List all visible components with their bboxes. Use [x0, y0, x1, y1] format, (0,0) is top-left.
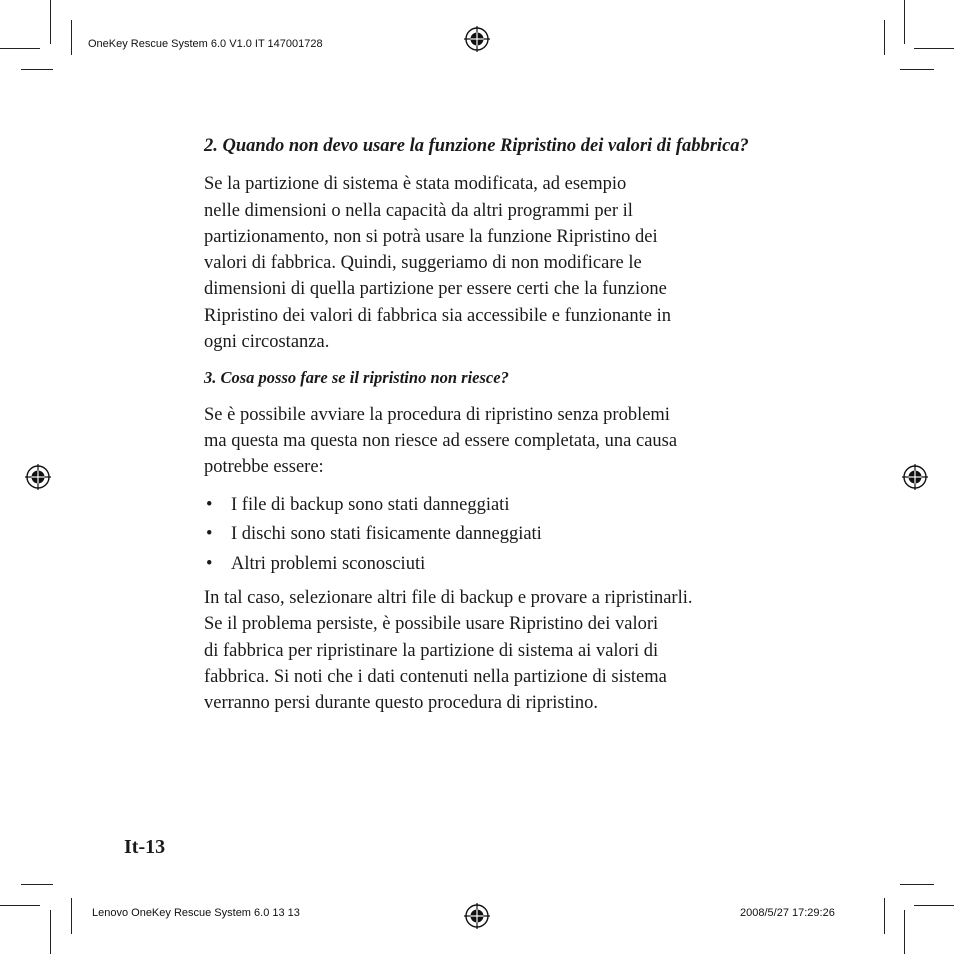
slug-top: OneKey Rescue System 6.0 V1.0 IT 147001728	[88, 38, 323, 50]
page-content	[204, 133, 804, 727]
crop-mark	[0, 905, 40, 906]
crop-mark	[71, 20, 72, 55]
list-item-text: Altri problemi sconosciuti	[231, 553, 426, 574]
crop-mark	[904, 910, 905, 954]
crop-mark	[904, 0, 905, 44]
section-2-body: Se la partizione di sistema è stata modificata, ad esempio nelle dimensioni o nella capacità da altri programmi per il partizionamento, non si potrà usare la funzione Ripristino dei valori di fabbrica. Quindi, suggeriamo di non modificare le dimensioni di quella partizione per essere certi che la funzione Ripristino dei valori di fabbrica sia accessibile e funzionante in ogni circostanza.	[204, 174, 671, 353]
cause-list	[204, 491, 804, 580]
registration-mark-icon	[25, 464, 51, 490]
slug-bottom-right: 2008/5/27 17:29:26	[740, 907, 835, 919]
crop-mark	[884, 898, 885, 934]
crop-mark	[71, 898, 72, 934]
bullet-icon: •	[206, 494, 213, 515]
crop-mark	[21, 69, 53, 70]
crop-mark	[900, 884, 934, 885]
list-item	[204, 550, 804, 580]
page-number: It-13	[124, 836, 166, 858]
section-3-intro: Se è possibile avviare la procedura di ripristino senza problemi ma questa ma questa non riesce ad essere completata, una causa potrebbe essere:	[204, 404, 678, 478]
section-3-heading: 3. Cosa posso fare se il ripristino non riesce?	[204, 368, 509, 388]
list-item-text: I dischi sono stati fisicamente danneggiati	[231, 524, 542, 545]
list-item	[204, 520, 804, 550]
crop-mark	[900, 69, 934, 70]
registration-mark-icon	[902, 464, 928, 490]
section-2-heading: 2. Quando non devo usare la funzione Ripristino dei valori di fabbrica?	[204, 136, 749, 156]
crop-mark	[914, 48, 954, 49]
bullet-icon: •	[206, 553, 213, 574]
section-3-closing: In tal caso, selezionare altri file di backup e provare a ripristinarli. Se il problema persiste, è possibile usare Ripristino dei valori di fabbrica per ripristinare la partizione di sistema ai valori di fabbrica. Si noti che i dati contenuti nella partizione di sistema verranno persi durante questo procedura di ripristino.	[204, 588, 693, 714]
crop-mark	[884, 20, 885, 55]
crop-mark	[914, 905, 954, 906]
crop-mark	[50, 0, 51, 44]
crop-mark	[21, 884, 53, 885]
crop-mark	[50, 910, 51, 954]
list-item	[204, 491, 804, 521]
slug-bottom-left: Lenovo OneKey Rescue System 6.0 13 13	[92, 907, 300, 919]
crop-mark	[0, 48, 40, 49]
list-item-text: I file di backup sono stati danneggiati	[231, 494, 510, 515]
registration-mark-icon	[464, 26, 490, 52]
registration-mark-icon	[464, 903, 490, 929]
bullet-icon: •	[206, 524, 213, 545]
